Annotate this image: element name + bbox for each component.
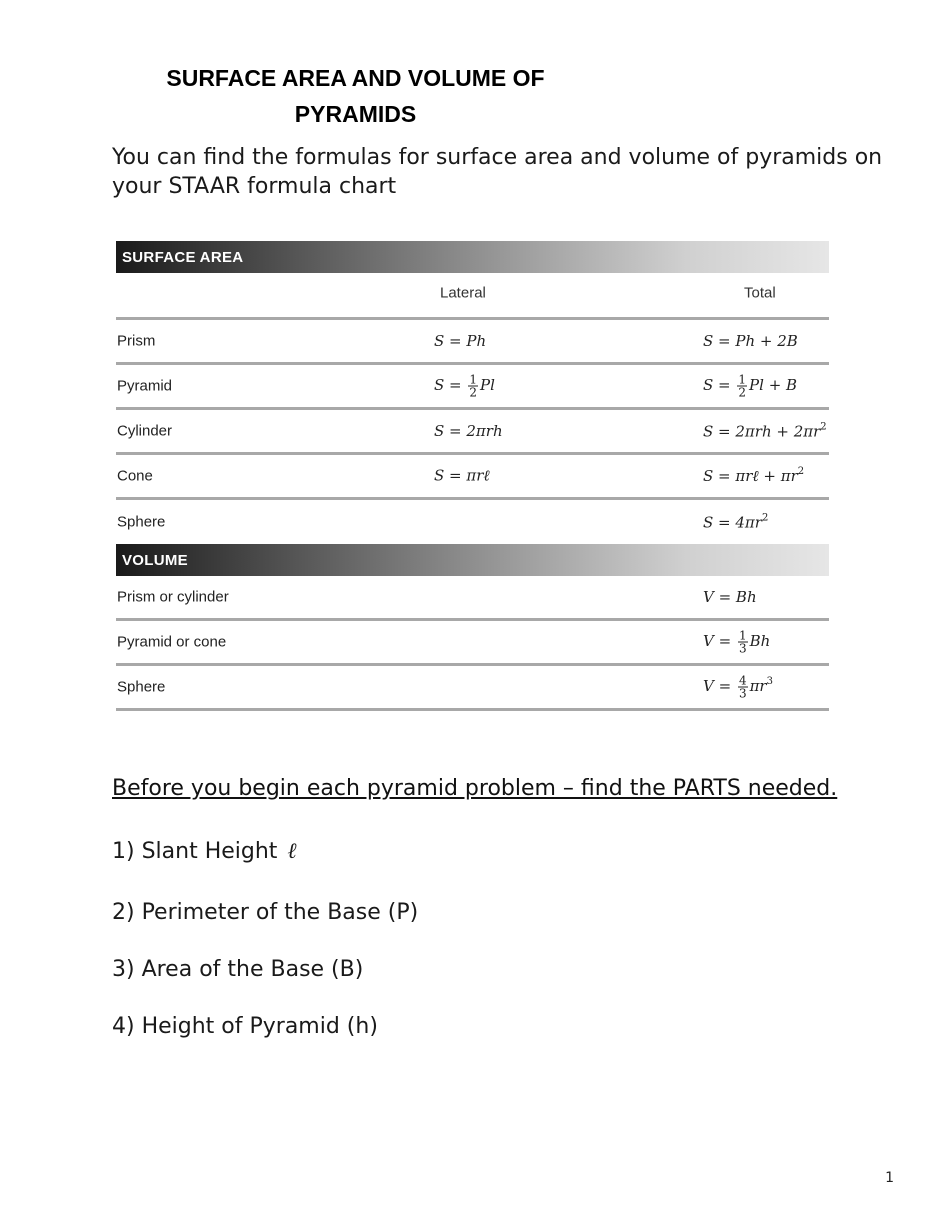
formula-row-prism-or-cylinder <box>116 576 829 621</box>
column-header-row <box>116 273 829 320</box>
formula-row-cone <box>116 455 829 500</box>
lateral-formula: S = Ph <box>434 332 487 350</box>
page-title-line-2: PYRAMIDS <box>294 101 417 127</box>
total-formula: S = $\frac{1}{2}$ Pl + B <box>703 372 798 400</box>
formula-row-sphere-surface <box>116 500 829 544</box>
part-area-of-base: 3) Area of the Base (B) <box>112 957 364 982</box>
intro-text: You can find the formulas for surface area and volume of pyramids on your STAAR formula chart <box>112 145 883 199</box>
formula-row-cylinder <box>116 410 829 455</box>
part-text: 1) Slant Height <box>112 839 278 864</box>
surface-area-heading: SURFACE AREA <box>116 241 829 273</box>
total-formula: $S = 2\pi rh + 2\pi r^2$ <box>703 421 827 441</box>
formula-row-sphere-volume <box>116 666 829 711</box>
row-label: Sphere <box>117 513 166 531</box>
column-header-total: Total <box>744 284 776 302</box>
total-formula: $S = 4\pi r^2$ <box>703 512 769 532</box>
lateral-formula: S = 2πrh <box>434 422 503 440</box>
volume-formula: V = $\frac{1}{3}$ Bh <box>703 628 771 656</box>
row-label: Prism or cylinder <box>117 588 229 606</box>
staar-formula-chart <box>116 241 829 711</box>
page-number: 1 <box>885 1170 894 1186</box>
formula-row-prism <box>116 320 829 365</box>
lateral-formula: S = πrℓ <box>434 466 490 485</box>
row-label: Cone <box>117 467 153 485</box>
part-slant-height <box>112 838 297 864</box>
formula-row-pyramid-or-cone <box>116 621 829 666</box>
page-title <box>128 60 583 132</box>
volume-formula: V = Bh <box>703 588 757 606</box>
slant-height-symbol: ℓ <box>287 839 297 864</box>
row-label: Sphere <box>117 678 166 696</box>
volume-formula: V = $\frac{4}{3}$ $\pi r^3$ <box>703 673 773 701</box>
parts-heading: Before you begin each pyramid problem – find the PARTS needed. <box>112 776 838 801</box>
row-label: Prism <box>117 332 156 350</box>
column-header-lateral: Lateral <box>440 284 486 302</box>
lateral-formula: S = $\frac{1}{2}$ Pl <box>434 372 495 400</box>
total-formula: S = πrℓ + $\pi r^2$ <box>703 466 805 485</box>
volume-heading: VOLUME <box>116 544 829 576</box>
row-label: Pyramid <box>117 377 173 395</box>
formula-row-pyramid <box>116 365 829 410</box>
row-label: Pyramid or cone <box>117 633 227 651</box>
part-height-of-pyramid: 4) Height of Pyramid (h) <box>112 1014 378 1039</box>
part-perimeter-of-base: 2) Perimeter of the Base (P) <box>112 900 419 925</box>
page-title-line-1: SURFACE AREA AND VOLUME OF <box>166 65 545 91</box>
row-label: Cylinder <box>117 422 173 440</box>
total-formula: S = Ph + 2B <box>703 332 798 350</box>
